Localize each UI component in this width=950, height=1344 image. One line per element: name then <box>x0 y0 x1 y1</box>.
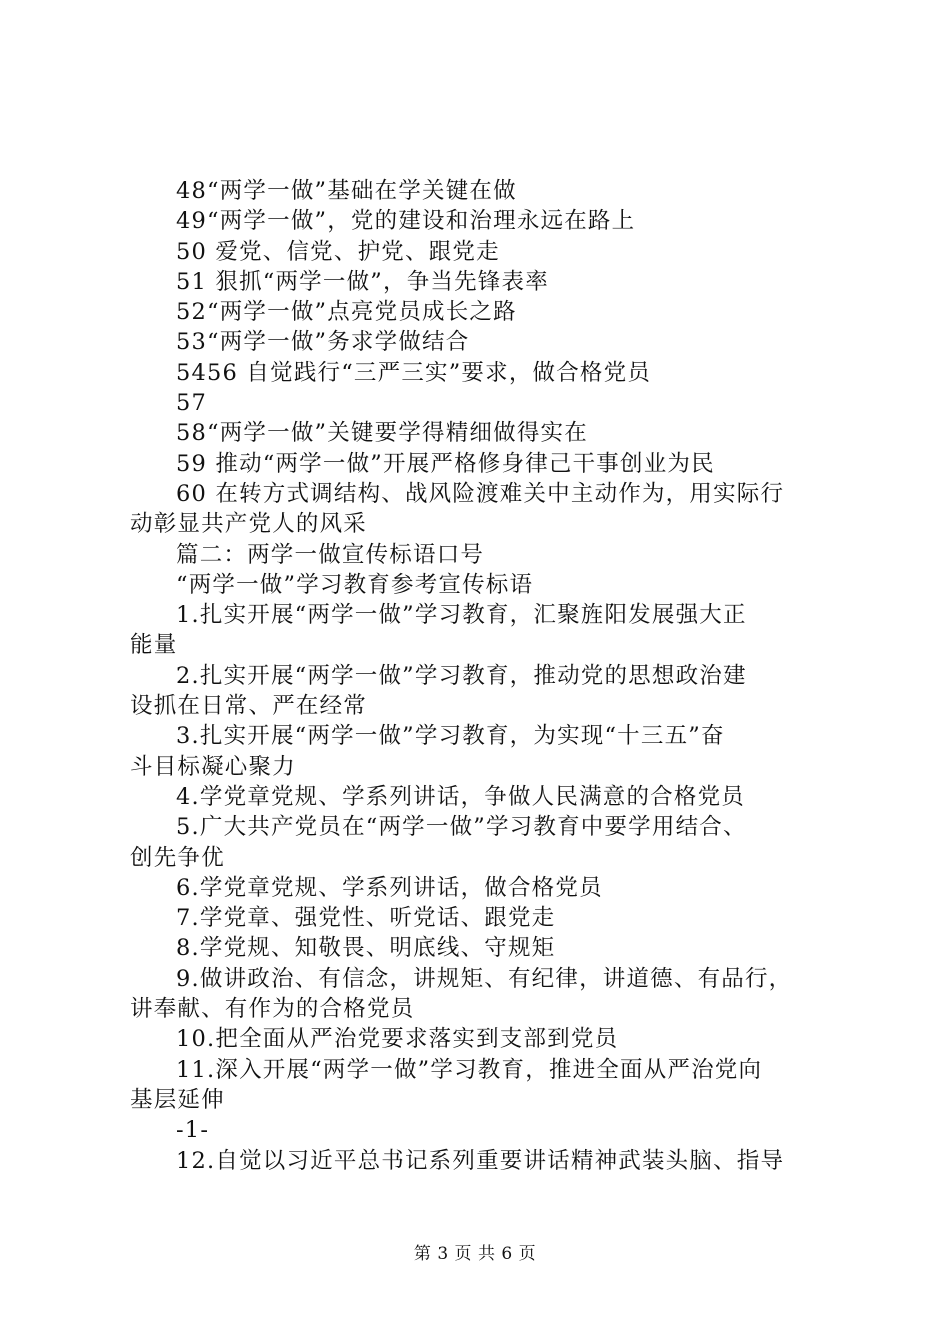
text-line: 2.扎实开展“两学一做”学习教育，推动党的思想政治建 <box>176 662 747 689</box>
text-line: 6.学党章党规、学系列讲话，做合格党员 <box>176 874 603 901</box>
text-line: 48“两学一做”基础在学关键在做 <box>176 178 517 204</box>
page-footer: 第 3 页 共 6 页 <box>413 1244 537 1264</box>
text-line: 50 爱党、信党、护党、跟党走 <box>176 238 500 265</box>
text-line: 5.广大共产党员在“两学一做”学习教育中要学用结合、 <box>176 814 747 841</box>
text-line: 动彰显共产党人的风采 <box>130 511 368 538</box>
text-line: 4.学党章党规、学系列讲话，争做人民满意的合格党员 <box>176 783 745 810</box>
text-line: 59 推动“两学一做”开展严格修身律己干事创业为民 <box>176 450 715 477</box>
text-line: 设抓在日常、严在经常 <box>130 693 368 720</box>
document-body <box>130 176 840 1176</box>
text-line: 58“两学一做”关键要学得精细做得实在 <box>176 420 588 447</box>
text-line: 7.学党章、强党性、听党话、跟党走 <box>176 905 556 932</box>
text-line: 53“两学一做”务求学做结合 <box>176 329 470 356</box>
text-line: 9.做讲政治、有信念，讲规矩、有纪律，讲道德、有品行， <box>176 965 793 992</box>
text-line: 12.自觉以习近平总书记系列重要讲话精神武装头脑、指导 <box>176 1147 785 1174</box>
text-line: 60 在转方式调结构、战风险渡难关中主动作为，用实际行 <box>176 480 785 507</box>
text-line: 10.把全面从严治党要求落实到支部到党员 <box>176 1026 619 1053</box>
section-subtitle: “两学一做”学习教育参考宣传标语 <box>176 571 534 598</box>
text-line: 基层延伸 <box>130 1086 225 1113</box>
text-line: 52“两学一做”点亮党员成长之路 <box>176 299 517 326</box>
text-line: 1.扎实开展“两学一做”学习教育，汇聚旌阳发展强大正 <box>176 602 747 629</box>
text-line: 8.学党规、知敬畏、明底线、守规矩 <box>176 935 556 962</box>
text-line: 创先争优 <box>130 844 225 871</box>
inline-page-number: -1- <box>176 1117 210 1144</box>
text-line: 57 <box>176 390 208 417</box>
text-line: 斗目标凝心聚力 <box>130 753 296 780</box>
text-line: 49“两学一做”，党的建设和治理永远在路上 <box>176 208 636 235</box>
section-heading: 篇二：两学一做宣传标语口号 <box>176 541 485 568</box>
text-line: 51 狠抓“两学一做”，争当先锋表率 <box>176 268 549 295</box>
text-line: 讲奉献、有作为的合格党员 <box>130 996 415 1023</box>
text-line: 能量 <box>130 632 178 659</box>
text-line: 5456 自觉践行“三严三实”要求，做合格党员 <box>176 359 652 386</box>
text-line: 3.扎实开展“两学一做”学习教育，为实现“十三五”奋 <box>176 723 725 750</box>
text-line: 11.深入开展“两学一做”学习教育，推进全面从严治党向 <box>176 1056 763 1083</box>
